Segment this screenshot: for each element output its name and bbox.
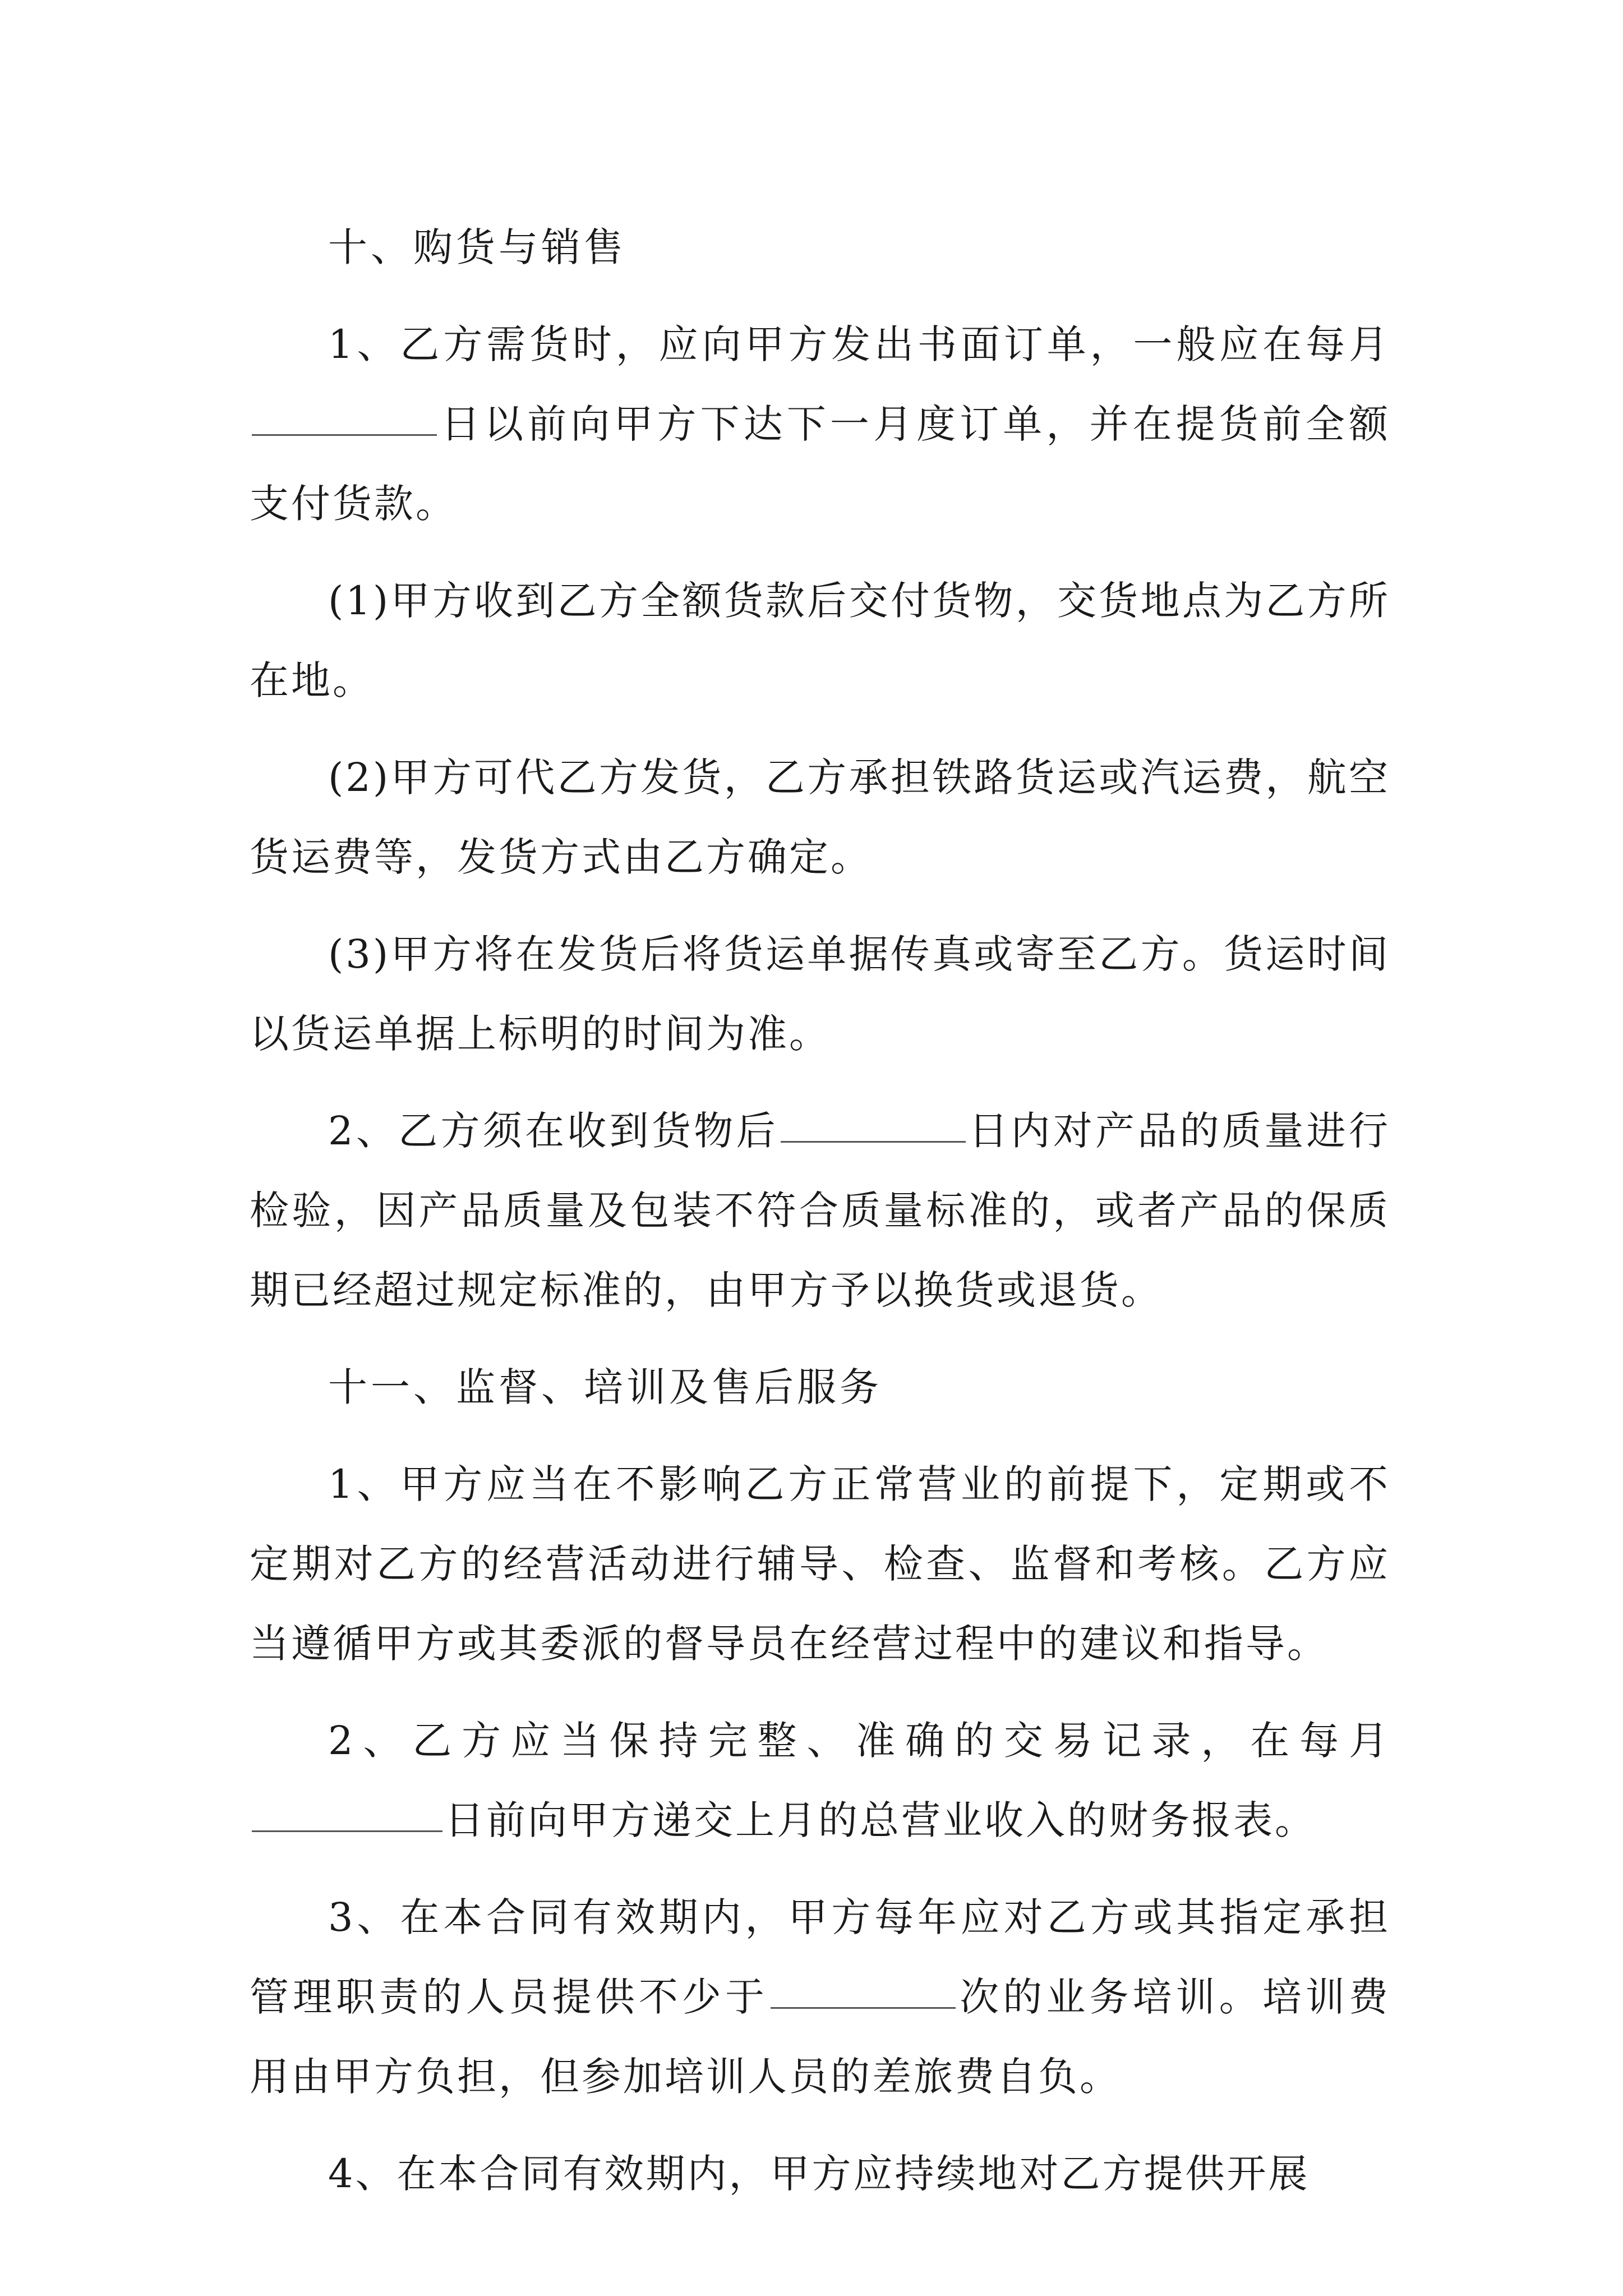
paragraph-text: (3)甲方将在发货后将货运单据传真或寄至乙方。货运时间以货运单据上标明的时间为准。: [250, 931, 1390, 1057]
clause-order-payment: [250, 305, 1390, 544]
paragraph-text: 1、乙方需货时，应向甲方发出书面订单，一般应在每月: [328, 321, 1390, 367]
clause-delivery-location: [250, 561, 1390, 720]
paragraph-text: (1)甲方收到乙方全额货款后交付货物，交货地点为乙方所在地。: [250, 578, 1390, 703]
paragraph-text: 次的业务培训。培训费用由甲方负担，但参加培训人员的差旅费自负。: [250, 1974, 1391, 2100]
fill-in-blank: [781, 1140, 966, 1143]
paragraph-text: 1、甲方应当在不影响乙方正常营业的前提下，定期或不定期对乙方的经营活动进行辅导、检查、监督和考核。乙方应当遵循甲方或其委派的督导员在经营过程中的建议和指导。: [250, 1461, 1390, 1667]
paragraph-text: 日前向甲方递交上月的总营业收入的财务报表。: [445, 1797, 1316, 1843]
clause-shipping-documents: [250, 914, 1390, 1074]
paragraph-text: 2、乙方应当保持完整、准确的交易记录，在每月: [328, 1718, 1390, 1764]
clause-supervision: [250, 1444, 1390, 1683]
fill-in-blank: [771, 2006, 956, 2009]
section-heading-purchase-sales: [250, 208, 1390, 287]
paragraph-text: 十一、监督、培训及售后服务: [328, 1364, 882, 1410]
document-page: [250, 208, 1390, 2231]
section-heading-supervision-training: [250, 1347, 1390, 1427]
paragraph-text: 十、购货与销售: [328, 224, 626, 270]
paragraph-text: 日以前向甲方下达下一月度订单，并在提货前全额支付货款。: [250, 401, 1390, 527]
clause-shipping-cost: [250, 738, 1390, 897]
paragraph-text: (2)甲方可代乙方发货，乙方承担铁路货运或汽运费，航空货运费等，发货方式由乙方确定。: [250, 754, 1390, 880]
clause-financial-report: [250, 1701, 1390, 1860]
fill-in-blank: [252, 433, 437, 436]
fill-in-blank: [252, 1829, 442, 1832]
clause-training: [250, 1878, 1390, 2116]
paragraph-text: 4、在本合同有效期内，甲方应持续地对乙方提供开展: [328, 2151, 1310, 2197]
clause-quality-inspection: [250, 1091, 1390, 1330]
paragraph-text: 3、在本合同有效期内，甲方每年应对乙方或其指定承担管理职责的人员提供不少于: [250, 1894, 1390, 2020]
clause-ongoing-support: [250, 2134, 1390, 2214]
paragraph-text: 日内对产品的质量进行检验，因产品质量及包装不符合质量标准的，或者产品的保质期已经超过规定标准的，由甲方予以换货或退货。: [250, 1108, 1390, 1313]
paragraph-text: 2、乙方须在收到货物后: [328, 1108, 778, 1154]
